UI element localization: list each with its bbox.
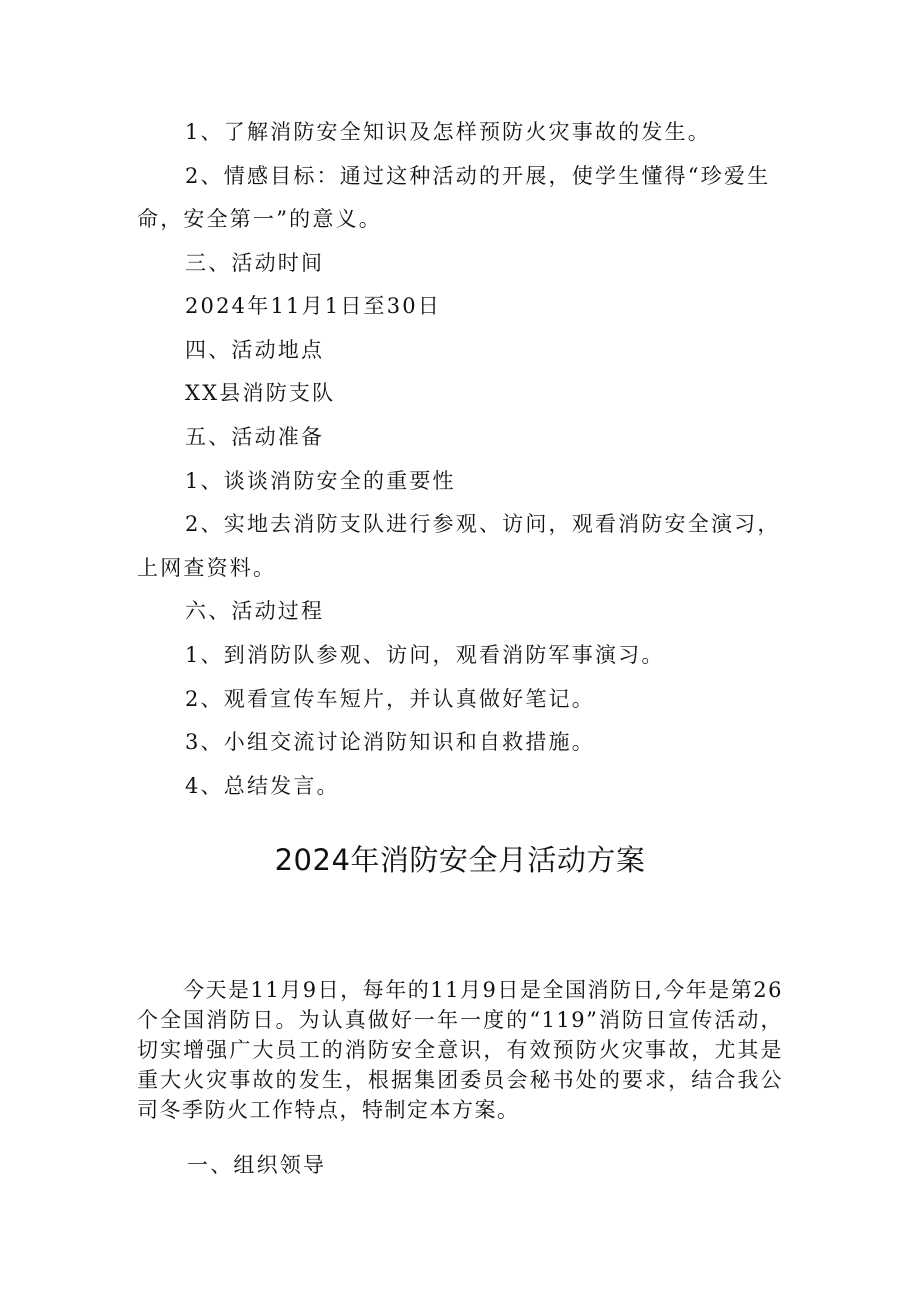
preparation-item-2-continued: 上网查资料。 [137, 556, 277, 580]
goal-item-2: 2、情感目标：通过这种活动的开展，使学生懂得“珍爱生 [185, 164, 771, 188]
activity-time-value: 2024年11月1日至30日 [185, 294, 442, 318]
preparation-item-1: 1、谈谈消防安全的重要性 [185, 469, 456, 493]
activity-location-value: XX县消防支队 [185, 381, 336, 405]
process-item-1: 1、到消防队参观、访问，观看消防军事演习。 [185, 643, 665, 667]
section-heading-location: 四、活动地点 [185, 338, 325, 362]
section-heading-organization: 一、组织领导 [187, 1153, 327, 1177]
process-item-3: 3、小组交流讨论消防知识和自救措施。 [185, 730, 595, 754]
intro-paragraph: 今天是11月9日，每年的11月9日是全国消防日,今年是第26个全国消防日。为认真做好一年一度的“119”消防日宣传活动，切实增强广大员工的消防安全意识，有效预防火灾事故，尤其是重大火灾事故的发生，根据集团委员会秘书处的要求，结合我公司冬季防火工作特点，特制定本方案。 [137, 978, 783, 1122]
process-item-2: 2、观看宣传车短片，并认真做好笔记。 [185, 687, 595, 711]
document-title: 2024年消防安全月活动方案 [274, 843, 646, 877]
section-heading-time: 三、活动时间 [185, 251, 325, 275]
goal-item-1: 1、了解消防安全知识及怎样预防火灾事故的发生。 [185, 120, 711, 144]
process-item-4: 4、总结发言。 [185, 774, 340, 798]
section-heading-preparation: 五、活动准备 [185, 425, 325, 449]
goal-item-2-continued: 命，安全第一”的意义。 [137, 207, 382, 231]
preparation-item-2: 2、实地去消防支队进行参观、访问，观看消防安全演习， [185, 512, 781, 536]
section-heading-process: 六、活动过程 [185, 599, 325, 623]
